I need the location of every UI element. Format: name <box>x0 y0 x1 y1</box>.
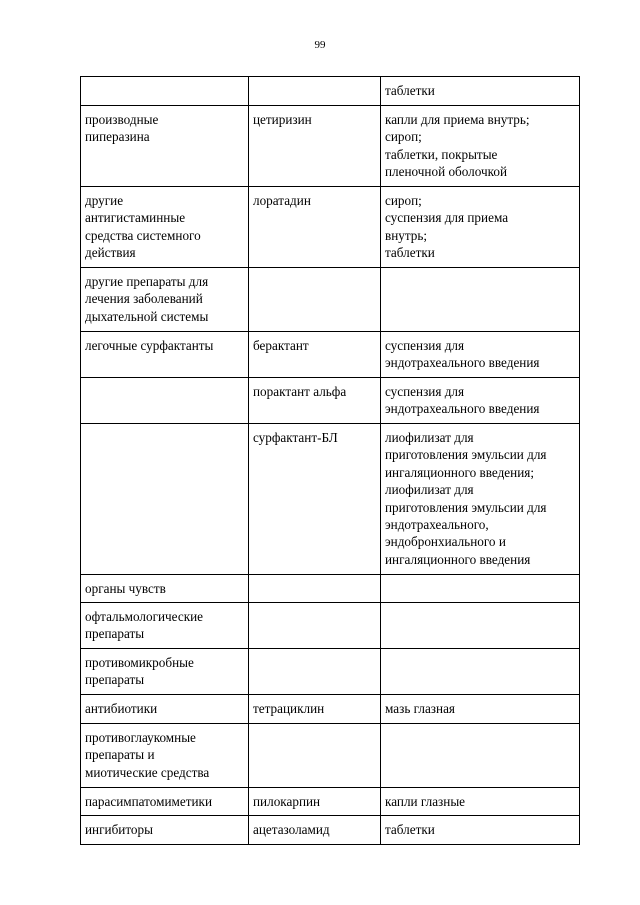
drug-cell <box>249 268 381 332</box>
table-row <box>81 77 580 106</box>
form-cell: лиофилизат для приготовления эмульсии для ингаляционного введения; лиофилизат для приготовления эмульсии для эндотрахеального, эндобронхиального и ингаляционного введения <box>381 424 580 575</box>
drug-table <box>80 76 580 845</box>
drug-cell: порактант альфа <box>249 378 381 424</box>
drug-cell: пилокарпин <box>249 788 381 816</box>
group-cell: ингибиторы <box>81 816 249 845</box>
group-cell: антибиотики <box>81 695 249 724</box>
form-cell: таблетки <box>381 77 580 106</box>
form-cell <box>381 724 580 788</box>
drug-cell: берактант <box>249 332 381 378</box>
group-cell: офтальмологические препараты <box>81 603 249 649</box>
drug-cell: цетиризин <box>249 106 381 187</box>
group-cell <box>81 378 249 424</box>
form-cell: суспензия для эндотрахеального введения <box>381 378 580 424</box>
group-cell: парасимпатомиметики <box>81 788 249 816</box>
form-cell: сироп; суспензия для приема внутрь; таблетки <box>381 187 580 268</box>
table-row <box>81 332 580 378</box>
table-row <box>81 724 580 788</box>
group-cell: противомикробные препараты <box>81 649 249 695</box>
form-cell: суспензия для эндотрахеального введения <box>381 332 580 378</box>
table-row <box>81 575 580 603</box>
group-cell <box>81 424 249 575</box>
drug-cell: ацетазоламид <box>249 816 381 845</box>
drug-cell <box>249 575 381 603</box>
form-cell: мазь глазная <box>381 695 580 724</box>
table-row <box>81 649 580 695</box>
drug-cell <box>249 649 381 695</box>
form-cell <box>381 575 580 603</box>
drug-cell <box>249 603 381 649</box>
group-cell: органы чувств <box>81 575 249 603</box>
table-row <box>81 378 580 424</box>
form-cell: таблетки <box>381 816 580 845</box>
group-cell: другие антигистаминные средства системного действия <box>81 187 249 268</box>
form-cell <box>381 603 580 649</box>
form-cell: капли для приема внутрь; сироп; таблетки, покрытые пленочной оболочкой <box>381 106 580 187</box>
table-row <box>81 603 580 649</box>
form-cell <box>381 649 580 695</box>
form-cell: капли глазные <box>381 788 580 816</box>
table-row <box>81 816 580 845</box>
group-cell: противоглаукомные препараты и миотические средства <box>81 724 249 788</box>
group-cell: производные пиперазина <box>81 106 249 187</box>
group-cell: легочные сурфактанты <box>81 332 249 378</box>
table-row <box>81 788 580 816</box>
drug-cell: сурфактант-БЛ <box>249 424 381 575</box>
table-row <box>81 695 580 724</box>
page-number: 99 <box>314 39 326 51</box>
table-row <box>81 187 580 268</box>
table-row <box>81 106 580 187</box>
form-cell <box>381 268 580 332</box>
drug-cell: тетрациклин <box>249 695 381 724</box>
drug-cell: лоратадин <box>249 187 381 268</box>
group-cell <box>81 77 249 106</box>
drug-cell <box>249 724 381 788</box>
group-cell: другие препараты для лечения заболеваний дыхательной системы <box>81 268 249 332</box>
drug-cell <box>249 77 381 106</box>
table-row <box>81 424 580 575</box>
table-row <box>81 268 580 332</box>
